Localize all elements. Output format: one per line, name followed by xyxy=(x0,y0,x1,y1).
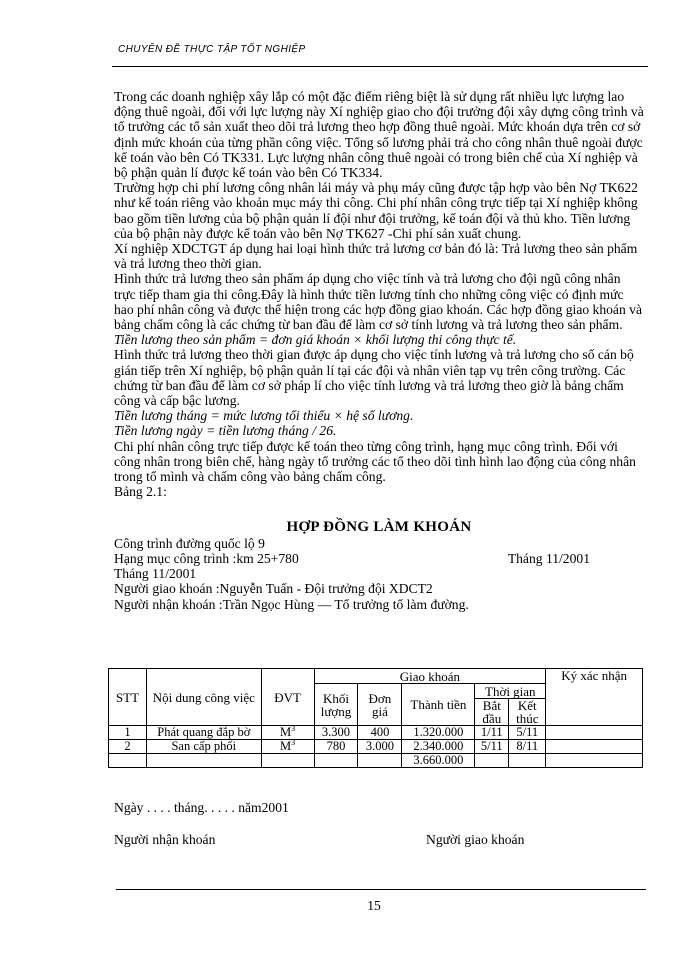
table-row xyxy=(109,740,643,754)
page-header: CHUYÊN ĐỀ THỰC TẬP TỐT NGHIỆP xyxy=(118,44,306,55)
signature-receiver: Người nhận khoán xyxy=(114,832,216,847)
cell-empty xyxy=(358,754,402,768)
signature-giver: Người giao khoán xyxy=(426,832,525,847)
cell-empty xyxy=(546,754,643,768)
unit-text: M xyxy=(280,725,292,739)
formula-daily-wage: Tiền lương ngày = tiền lương tháng / 26. xyxy=(114,423,337,439)
cell-amount: 2.340.000 xyxy=(402,740,475,754)
header-time: Thời gian xyxy=(475,684,546,699)
cell-empty xyxy=(146,754,261,768)
paragraph-5: Hình thức trả lương theo thời gian được áp dụng cho việc tính lương và trả lương cho số cán bộ gián tiếp trên Xí nghiệp, bộ phận quản lí tại các đội và nhân viên tạp vụ trên công trường. Các chứng từ ban đầu để làm cơ sở pháp lí cho việc tính lương và trả lương theo giờ là bảng chấm công và cấp bậc lương. xyxy=(114,347,634,409)
header-stt: STT xyxy=(109,669,147,726)
cell-content: San cấp phối xyxy=(146,740,261,754)
formula-piece-wage: Tiền lương theo sản phẩm = đơn giá khoán × khối lượng thi công thực tế. xyxy=(114,332,517,348)
contract-month: Tháng 11/2001 xyxy=(114,566,197,582)
cell-price: 400 xyxy=(358,726,402,740)
cell-start: 5/11 xyxy=(475,740,509,754)
contract-item-row xyxy=(114,551,644,566)
contract-month-right: Tháng 11/2001 xyxy=(507,550,590,566)
body-text xyxy=(114,89,644,612)
header-qty: Khối lượng xyxy=(314,684,358,726)
header-unit: ĐVT xyxy=(261,669,314,726)
date-line: Ngày . . . . tháng. . . . . năm2001 xyxy=(114,800,289,815)
paragraph-2: Trường hợp chi phí lương công nhân lái máy và phụ máy cũng được tập hợp vào bên Nợ TK622 như kế toán riêng vào khoản mục máy thi công. Chi phí nhân công trực tiếp tại Xí nghiệp không bao gồm tiền lương của bộ phận quản lí đội như đội trưởng, kế toán đội và thủ kho. Tiền lương của bộ phận này được kế toán vào bên Nợ TK627 -Chi phí sản xuất chung. xyxy=(114,180,638,241)
table-row xyxy=(109,726,643,740)
header-content: Nội dung công việc xyxy=(146,669,261,726)
cell-stt: 2 xyxy=(109,740,147,754)
contract-item: Hạng mục công trình :km 25+780 xyxy=(114,550,299,566)
unit-text: M xyxy=(280,739,292,753)
formula-monthly-wage: Tiền lương tháng = mức lương tối thiểu × hệ số lương. xyxy=(114,408,414,424)
cell-qty: 780 xyxy=(314,740,358,754)
cell-amount: 1.320.000 xyxy=(402,726,475,740)
header-end: Kết thúc xyxy=(509,699,546,726)
contract-table xyxy=(108,668,643,768)
header-group: Giao khoán xyxy=(314,669,546,684)
header-sign: Ký xác nhận xyxy=(546,669,643,726)
contract-receiver: Người nhận khoán :Trần Ngọc Hùng — Tổ trưởng tổ làm đường. xyxy=(114,596,469,612)
cell-empty xyxy=(475,754,509,768)
header-amount: Thành tiền xyxy=(402,684,475,726)
cell-total-amount: 3.660.000 xyxy=(402,754,475,768)
table-total-row xyxy=(109,754,643,768)
unit-exponent: 3 xyxy=(291,737,296,747)
cell-start: 1/11 xyxy=(475,726,509,740)
cell-end: 8/11 xyxy=(509,740,546,754)
cell-sign xyxy=(546,726,643,740)
cell-content: Phát quang đắp bờ xyxy=(146,726,261,740)
cell-unit xyxy=(261,723,314,740)
footer-divider xyxy=(116,889,646,890)
header-price: Đơn giá xyxy=(358,684,402,726)
contract-title: HỢP ĐỒNG LÀM KHOÁN xyxy=(286,519,472,536)
cell-qty: 3.300 xyxy=(314,726,358,740)
cell-empty xyxy=(509,754,546,768)
contract-project: Công trình đường quốc lộ 9 xyxy=(114,535,265,551)
paragraph-6: Chi phí nhân công trực tiếp được kế toán theo từng công trình, hạng mục công trình. Đối với công nhân trong biên chế, hàng ngày tổ trưởng các tổ theo dõi tình hình lao động của công nhân trong tổ mình và chấm công vào bảng chấm công. xyxy=(114,438,636,485)
page-number: 15 xyxy=(367,898,381,913)
cell-empty xyxy=(314,754,358,768)
cell-stt: 1 xyxy=(109,726,147,740)
paragraph-4: Hình thức trả lương theo sản phẩm áp dụng cho việc tính và trả lương cho đội ngũ công nhân trực tiếp tham gia thi công.Đây là hình thức tiền lương tính cho những công việc có định mức hao phí nhân công và được thể hiện trong các hợp đồng giao khoán. Các hợp đồng giao khoán và bảng chấm công là các chứng từ ban đầu để làm cơ sở tính lương và trả lương theo sản phẩm. xyxy=(114,271,642,333)
table-reference: Bảng 2.1: xyxy=(114,484,167,500)
paragraph-1: Trong các doanh nghiệp xây lắp có một đặc điểm riêng biệt là sử dụng rất nhiều lực lượng lao động thuê ngoài, đối với lực lượng này Xí nghiệp giao cho đội trưởng đội xây dựng công trình và tổ trưởng các tổ sản xuất theo dõi trả lương theo hợp đồng thuê ngoài. Mức khoán dựa trên cơ sở định mức khoán của từng phần công việc. Tổng số lương phải trả cho công nhân thuê ngoài được kế toán vào bên Có TK331. Lực lượng nhân công thuê ngoài có trong biên chế của Xí nghiệp và bộ phận quản lí được kế toán vào bên Có TK334. xyxy=(114,89,644,181)
contract-giver: Người giao khoán :Nguyễn Tuấn - Đội trưởng đội XDCT2 xyxy=(114,581,433,597)
unit-exponent: 3 xyxy=(291,723,296,733)
cell-unit xyxy=(261,737,314,754)
paragraph-3: Xí nghiệp XDCTGT áp dụng hai loại hình thức trả lương cơ bản đó là: Trả lương theo sản phẩm và trả lương theo thời gian. xyxy=(114,241,638,272)
cell-empty xyxy=(109,754,147,768)
table-header-row xyxy=(109,669,643,684)
cell-price: 3.000 xyxy=(358,740,402,754)
header-divider xyxy=(112,66,648,67)
cell-empty xyxy=(261,754,314,768)
header-start: Bắt đầu xyxy=(475,699,509,726)
cell-sign xyxy=(546,740,643,754)
cell-end: 5/11 xyxy=(509,726,546,740)
